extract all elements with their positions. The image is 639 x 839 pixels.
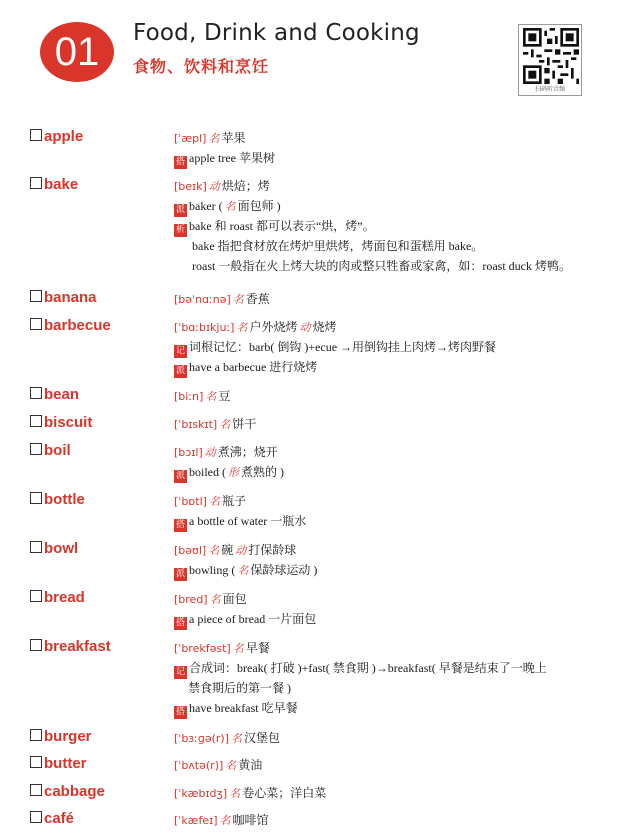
line-text: 煮沸；烧开 xyxy=(217,445,278,459)
definition-line xyxy=(174,317,614,337)
part-of-speech: 动 xyxy=(235,544,247,557)
definition-block xyxy=(174,755,614,775)
checkbox[interactable] xyxy=(30,784,42,796)
definition-line xyxy=(174,216,614,236)
word-text: boil xyxy=(44,442,71,459)
note-tag-icon: 记 xyxy=(175,346,185,356)
definition-block xyxy=(174,414,614,434)
line-text: 烧烤 xyxy=(312,320,337,334)
word-text: butter xyxy=(44,755,87,772)
definition-line xyxy=(174,810,614,830)
line-text: 词根记忆：barb( 倒钩 )+ecue →用倒钩挂上肉烤→烤肉野餐 xyxy=(189,340,497,354)
line-text: 黄油 xyxy=(238,758,263,772)
word-text: bottle xyxy=(44,491,85,508)
definition-line xyxy=(174,698,614,718)
phonetic: [ˈbrekfəst] xyxy=(174,642,231,655)
line-text: 户外烧烤 xyxy=(249,320,298,334)
phonetic: [ˈbʌtə(r)] xyxy=(174,759,224,772)
definition-block xyxy=(174,176,614,276)
definition-block xyxy=(174,442,614,482)
line-text: 合成词：break( 打破 )+fast( 禁食期 )→breakfast( 早餐是结束了一晚上 xyxy=(189,661,547,675)
checkbox[interactable] xyxy=(30,415,42,427)
vocab-word xyxy=(30,728,92,746)
vocab-word xyxy=(30,783,105,801)
checkbox[interactable] xyxy=(30,811,42,823)
definition-line xyxy=(174,357,614,377)
line-text: 苹果 xyxy=(221,131,246,145)
vocab-word xyxy=(30,289,97,307)
vocab-word xyxy=(30,414,92,432)
vocab-word xyxy=(30,755,87,773)
definition-line xyxy=(174,609,614,629)
qr-caption: 扫码听音频 xyxy=(534,86,565,93)
part-of-speech: 名 xyxy=(219,814,231,827)
line-text: 烘焙；烤 xyxy=(221,179,270,193)
line-text: 煮熟的 ) xyxy=(241,465,284,479)
vocab-word xyxy=(30,589,85,607)
phonetic: [ˈæpl] xyxy=(174,132,207,145)
line-text: 碗 xyxy=(221,543,234,557)
part-of-speech: 名 xyxy=(224,200,236,213)
vocab-word xyxy=(30,810,74,828)
part-of-speech: 动 xyxy=(204,446,216,459)
vocab-word xyxy=(30,638,111,656)
checkbox[interactable] xyxy=(30,290,42,302)
line-text: have a barbecue 进行烧烤 xyxy=(189,360,318,374)
line-text: 豆 xyxy=(218,389,231,403)
word-text: biscuit xyxy=(44,414,93,431)
definition-line xyxy=(174,196,614,216)
part-of-speech: 名 xyxy=(236,321,248,334)
part-of-speech: 名 xyxy=(231,732,242,745)
part-of-speech: 名 xyxy=(219,418,231,431)
definition-line xyxy=(174,638,614,658)
part-of-speech: 名 xyxy=(229,787,241,800)
definition-line xyxy=(174,386,614,406)
part-of-speech: 名 xyxy=(208,544,220,557)
phonetic: [biːn] xyxy=(174,390,204,403)
note-tag-icon: 析 xyxy=(175,225,185,235)
definition-line xyxy=(174,678,614,698)
phonetic: [bred] xyxy=(174,593,208,606)
checkbox[interactable] xyxy=(30,443,42,455)
line-text: a piece of bread 一片面包 xyxy=(189,612,317,626)
part-of-speech: 名 xyxy=(208,495,220,508)
vocab-word xyxy=(30,317,111,335)
definition-line xyxy=(174,511,614,531)
part-of-speech: 名 xyxy=(209,593,221,606)
definition-line xyxy=(174,414,614,434)
vocab-word xyxy=(30,442,71,460)
definition-block xyxy=(174,638,614,718)
definition-block xyxy=(174,128,614,168)
word-text: breakfast xyxy=(44,638,111,655)
note-tag-icon: 记 xyxy=(175,667,185,677)
checkbox[interactable] xyxy=(30,756,42,768)
line-text: 面包 xyxy=(222,592,247,606)
line-text: 保龄球运动 ) xyxy=(250,563,318,577)
checkbox[interactable] xyxy=(30,318,42,330)
word-text: burger xyxy=(44,728,92,745)
vocab-word xyxy=(30,176,78,194)
word-text: apple xyxy=(44,128,84,145)
line-text: 瓶子 xyxy=(221,494,246,508)
line-text: 面包师 ) xyxy=(237,199,281,213)
unit-title-english: Food, Drink and Cooking xyxy=(133,20,420,46)
phonetic: [bɔɪl] xyxy=(174,446,203,459)
note-tag-icon: 派 xyxy=(175,569,185,579)
line-text: 卷心菜；洋白菜 xyxy=(242,786,327,800)
part-of-speech: 名 xyxy=(208,132,220,145)
part-of-speech: 形 xyxy=(228,466,239,479)
checkbox[interactable] xyxy=(30,729,42,741)
phonetic: [ˈbɒtl] xyxy=(174,495,207,508)
definition-line xyxy=(174,442,614,462)
definition-line xyxy=(174,589,614,609)
vocab-word xyxy=(30,128,83,146)
note-tag-icon: 搭 xyxy=(175,520,185,530)
note-tag-icon: 搭 xyxy=(175,618,185,628)
definition-line xyxy=(174,148,614,168)
line-text: a bottle of water 一瓶水 xyxy=(189,514,307,528)
line-text: bake 和 roast 都可以表示“烘，烤”。 xyxy=(189,219,375,233)
definition-line xyxy=(174,783,614,803)
unit-title-chinese: 食物、饮料和烹饪 xyxy=(133,57,270,76)
definition-line xyxy=(174,491,614,511)
line-text: bowling ( xyxy=(189,563,236,577)
line-text: baker ( xyxy=(189,199,223,213)
checkbox[interactable] xyxy=(30,129,42,141)
unit-number-badge: 01 xyxy=(40,22,114,82)
phonetic: [ˈbɜːɡə(r)] xyxy=(174,732,229,745)
checkbox[interactable] xyxy=(30,492,42,504)
vocab-word xyxy=(30,540,78,558)
line-text: 打保龄球 xyxy=(248,543,297,557)
word-text: bowl xyxy=(44,540,79,557)
phonetic: [ˈkæfeɪ] xyxy=(174,814,218,827)
line-text: have breakfast 吃早餐 xyxy=(189,701,298,715)
note-tag-icon: 派 xyxy=(175,471,185,481)
line-text: 禁食期后的第一餐 ) xyxy=(188,681,291,695)
part-of-speech: 名 xyxy=(232,642,244,655)
word-text: café xyxy=(44,810,75,827)
definition-line xyxy=(174,540,614,560)
definition-line xyxy=(174,337,614,357)
definition-block xyxy=(174,540,614,580)
definition-block xyxy=(174,589,614,629)
definition-line xyxy=(174,658,614,678)
definition-block xyxy=(174,810,614,830)
phonetic: [bəʊl] xyxy=(174,544,207,557)
checkbox[interactable] xyxy=(30,177,42,189)
line-text: 香蕉 xyxy=(245,292,270,306)
word-text: bread xyxy=(44,589,85,606)
line-text: apple tree 苹果树 xyxy=(189,151,275,165)
line-text: boiled ( xyxy=(189,465,226,479)
line-text: 咖啡馆 xyxy=(232,813,269,827)
phonetic: [ˈbɪskɪt] xyxy=(174,418,218,431)
line-text: 汉堡包 xyxy=(244,731,281,745)
part-of-speech: 名 xyxy=(205,390,217,403)
checkbox[interactable] xyxy=(30,590,42,602)
definition-block xyxy=(174,317,614,377)
definition-line xyxy=(174,128,614,148)
definition-block xyxy=(174,386,614,406)
definition-line xyxy=(174,256,614,276)
vocab-word xyxy=(30,491,85,509)
part-of-speech: 名 xyxy=(232,293,244,306)
phonetic: [bəˈnɑːnə] xyxy=(174,293,231,306)
line-text: 早餐 xyxy=(245,641,270,655)
checkbox[interactable] xyxy=(30,639,42,651)
definition-line xyxy=(174,176,614,196)
definition-line xyxy=(174,289,614,309)
definition-line xyxy=(174,755,614,775)
definition-block xyxy=(174,783,614,803)
word-text: bake xyxy=(44,176,79,193)
note-tag-icon: 派 xyxy=(175,205,185,215)
definition-block xyxy=(174,728,614,748)
part-of-speech: 动 xyxy=(299,321,311,334)
definition-line xyxy=(174,462,614,482)
word-text: bean xyxy=(44,386,80,403)
note-tag-icon: 派 xyxy=(175,366,185,376)
definition-block xyxy=(174,491,614,531)
note-tag-icon: 搭 xyxy=(175,707,185,717)
definition-block xyxy=(174,289,614,309)
part-of-speech: 名 xyxy=(237,564,249,577)
vocab-word xyxy=(30,386,79,404)
word-text: banana xyxy=(44,289,97,306)
line-text: 饼干 xyxy=(232,417,257,431)
phonetic: [ˈkæbɪdʒ] xyxy=(174,787,228,800)
phonetic: [beɪk] xyxy=(174,180,207,193)
word-text: cabbage xyxy=(44,783,105,800)
definition-line xyxy=(174,728,614,748)
definition-line xyxy=(174,560,614,580)
definition-line xyxy=(174,236,614,256)
phonetic: [ˈbɑːbɪkjuː] xyxy=(174,321,235,334)
part-of-speech: 动 xyxy=(208,180,220,193)
part-of-speech: 名 xyxy=(225,759,237,772)
line-text: roast 一般指在火上烤大块的肉或整只牲畜或家禽，如：roast duck 烤鸭。 xyxy=(192,259,571,273)
checkbox[interactable] xyxy=(30,387,42,399)
word-text: barbecue xyxy=(44,317,111,334)
checkbox[interactable] xyxy=(30,541,42,553)
note-tag-icon: 搭 xyxy=(175,157,185,167)
line-text: bake 指把食材放在烤炉里烘烤，烤面包和蛋糕用 bake。 xyxy=(192,239,484,253)
